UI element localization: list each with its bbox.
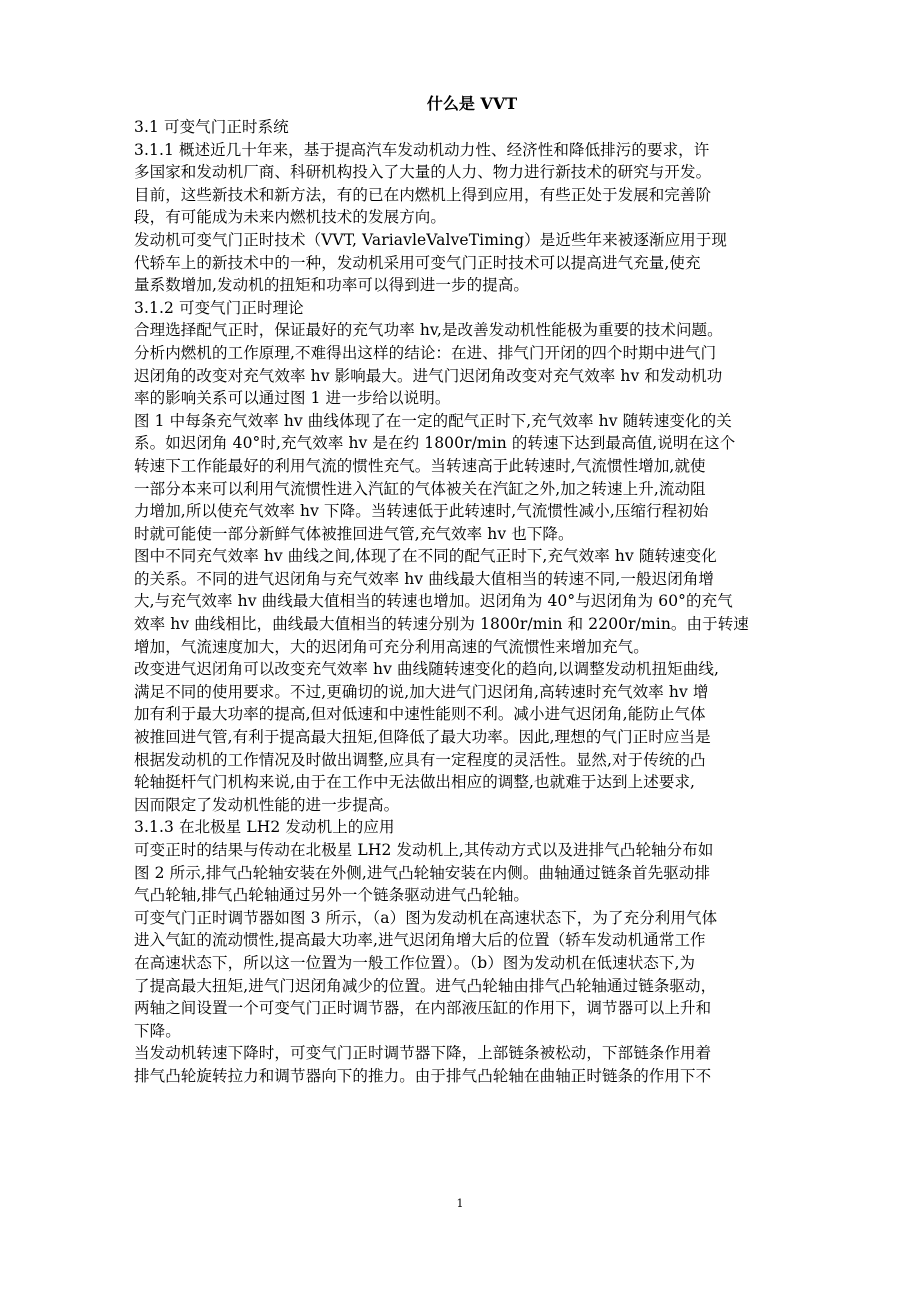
text-line: 分析内燃机的工作原理,不难得出这样的结论：在进、排气门开闭的四个时期中进气门 (134, 343, 717, 362)
text-line: 根据发动机的工作情况及时做出调整,应具有一定程度的灵活性。显然,对于传统的凸 (134, 750, 706, 769)
text-line: 进入气缸的流动惯性,提高最大功率,进气迟闭角增大后的位置（轿车发动机通常工作 (134, 931, 706, 950)
text-line: 可变气门正时调节器如图 3 所示，（a）图为发动机在高速状态下，为了充分利用气体 (134, 908, 718, 927)
text-line: 时就可能使一部分新鲜气体被推回进气管,充气效率 hv 也下降。 (134, 524, 574, 543)
text-lines (134, 116, 806, 1088)
text-line: 迟闭角的改变对充气效率 hv 影响最大。进气门迟闭角改变对充气效率 hv 和发动机功 (134, 366, 723, 385)
text-line: 的关系。不同的进气迟闭角与充气效率 hv 曲线最大值相当的转速不同,一般迟闭角增 (134, 569, 715, 588)
text-line: 3.1 可变气门正时系统 (134, 118, 289, 136)
text-line: 加有利于最大功率的提高,但对低速和中速性能则不利。减小进气迟闭角,能防止气体 (134, 705, 706, 724)
text-line: 轮轴挺杆气门机构来说,由于在工作中无法做出相应的调整,也就难于达到上述要求, (134, 773, 696, 792)
document-body (134, 92, 806, 1088)
text-line: 发动机可变气门正时技术（VVT, VariavleValveTiming）是近些年来被逐渐应用于现 (134, 230, 727, 249)
text-line: 3.1.3 在北极星 LH2 发动机上的应用 (134, 818, 395, 837)
text-line: 下降。 (134, 1021, 181, 1040)
text-line: 增加，气流速度加大，大的迟闭角可充分利用高速的气流惯性来增加充气。 (134, 637, 649, 656)
text-line: 力增加,所以使充气效率 hv 下降。当转速低于此转速时,气流惯性减小,压缩行程初始 (134, 502, 709, 521)
page-number: 1 (456, 1197, 464, 1210)
text-line: 系。如迟闭角 40°时,充气效率 hv 是在约 1800r/min 的转速下达到最高值,说明在这个 (134, 434, 736, 453)
text-line: 图中不同充气效率 hv 曲线之间,体现了在不同的配气正时下,充气效率 hv 随转速变化 (134, 547, 717, 566)
text-line: 气凸轮轴,排气凸轮轴通过另外一个链条驱动进气凸轮轴。 (134, 886, 530, 905)
text-line: 一部分本来可以利用气流惯性进入汽缸的气体被关在汽缸之外,加之转速上升,流动阻 (134, 479, 706, 498)
text-line: 改变进气迟闭角可以改变充气效率 hv 曲线随转速变化的趋向,以调整发动机扭矩曲线, (134, 660, 720, 679)
text-line: 段，有可能成为未来内燃机技术的发展方向。 (134, 208, 447, 227)
text-line: 合理选择配气正时，保证最好的充气功率 hv,是改善发动机性能极为重要的技术问题。 (134, 321, 723, 340)
text-line: 转速下工作能最好的利用气流的惯性充气。当转速高于此转速时,气流惯性增加,就使 (134, 456, 706, 475)
text-line: 被推回进气管,有利于提高最大扭矩,但降低了最大功率。因此,理想的气门正时应当是 (134, 728, 711, 747)
document-title: 什么是 VVT (426, 94, 518, 113)
text-line: 图 2 所示,排气凸轮轴安装在外侧,进气凸轮轴安装在内侧。曲轴通过链条首先驱动排 (134, 863, 711, 882)
text-line: 因而限定了发动机性能的进一步提高。 (134, 795, 400, 814)
text-line: 两轴之间设置一个可变气门正时调节器，在内部液压缸的作用下，调节器可以上升和 (134, 999, 712, 1018)
text-line: 量系数增加,发动机的扭矩和功率可以得到进一步的提高。 (134, 276, 530, 295)
text-line: 在高速状态下，所以这一位置为一般工作位置）。（b）图为发动机在低速状态下,为 (134, 953, 696, 972)
text-line: 了提高最大扭矩,进气门迟闭角减少的位置。进气凸轮轴由排气凸轮轴通过链条驱动， (134, 976, 717, 995)
text-line: 满足不同的使用要求。不过,更确切的说,加大进气门迟闭角,高转速时充气效率 hv 增 (134, 682, 709, 701)
text-line: 效率 hv 曲线相比，曲线最大值相当的转速分别为 1800r/min 和 2200r/min。由于转速 (134, 615, 749, 634)
text-line: 图 1 中每条充气效率 hv 曲线体现了在一定的配气正时下,充气效率 hv 随转速变化的关 (134, 411, 732, 430)
text-line: 可变正时的结果与传动在北极星 LH2 发动机上,其传动方式以及进排气凸轮轴分布如 (134, 841, 714, 859)
text-line: 代轿车上的新技术中的一种，发动机采用可变气门正时技术可以提高进气充量,使充 (134, 253, 701, 272)
text-line: 当发动机转速下降时，可变气门正时调节器下降，上部链条被松动，下部链条作用着 (134, 1044, 712, 1063)
text-line: 3.1.2 可变气门正时理论 (134, 298, 304, 317)
text-line: 多国家和发动机厂商、科研机构投入了大量的人力、物力进行新技术的研究与开发。 (134, 163, 712, 182)
text-line: 率的影响关系可以通过图 1 进一步给以说明。 (134, 389, 451, 408)
text-line: 目前，这些新技术和新方法，有的已在内燃机上得到应用，有些正处于发展和完善阶 (134, 185, 712, 204)
text-line: 3.1.1 概述近几十年来，基于提高汽车发动机动力性、经济性和降低排污的要求，许 (134, 140, 710, 159)
text-line: 大,与充气效率 hv 曲线最大值相当的转速也增加。迟闭角为 40°与迟闭角为 60°的充气 (134, 592, 733, 611)
text-line: 排气凸轮旋转拉力和调节器向下的推力。由于排气凸轮轴在曲轴正时链条的作用下不 (134, 1066, 712, 1085)
